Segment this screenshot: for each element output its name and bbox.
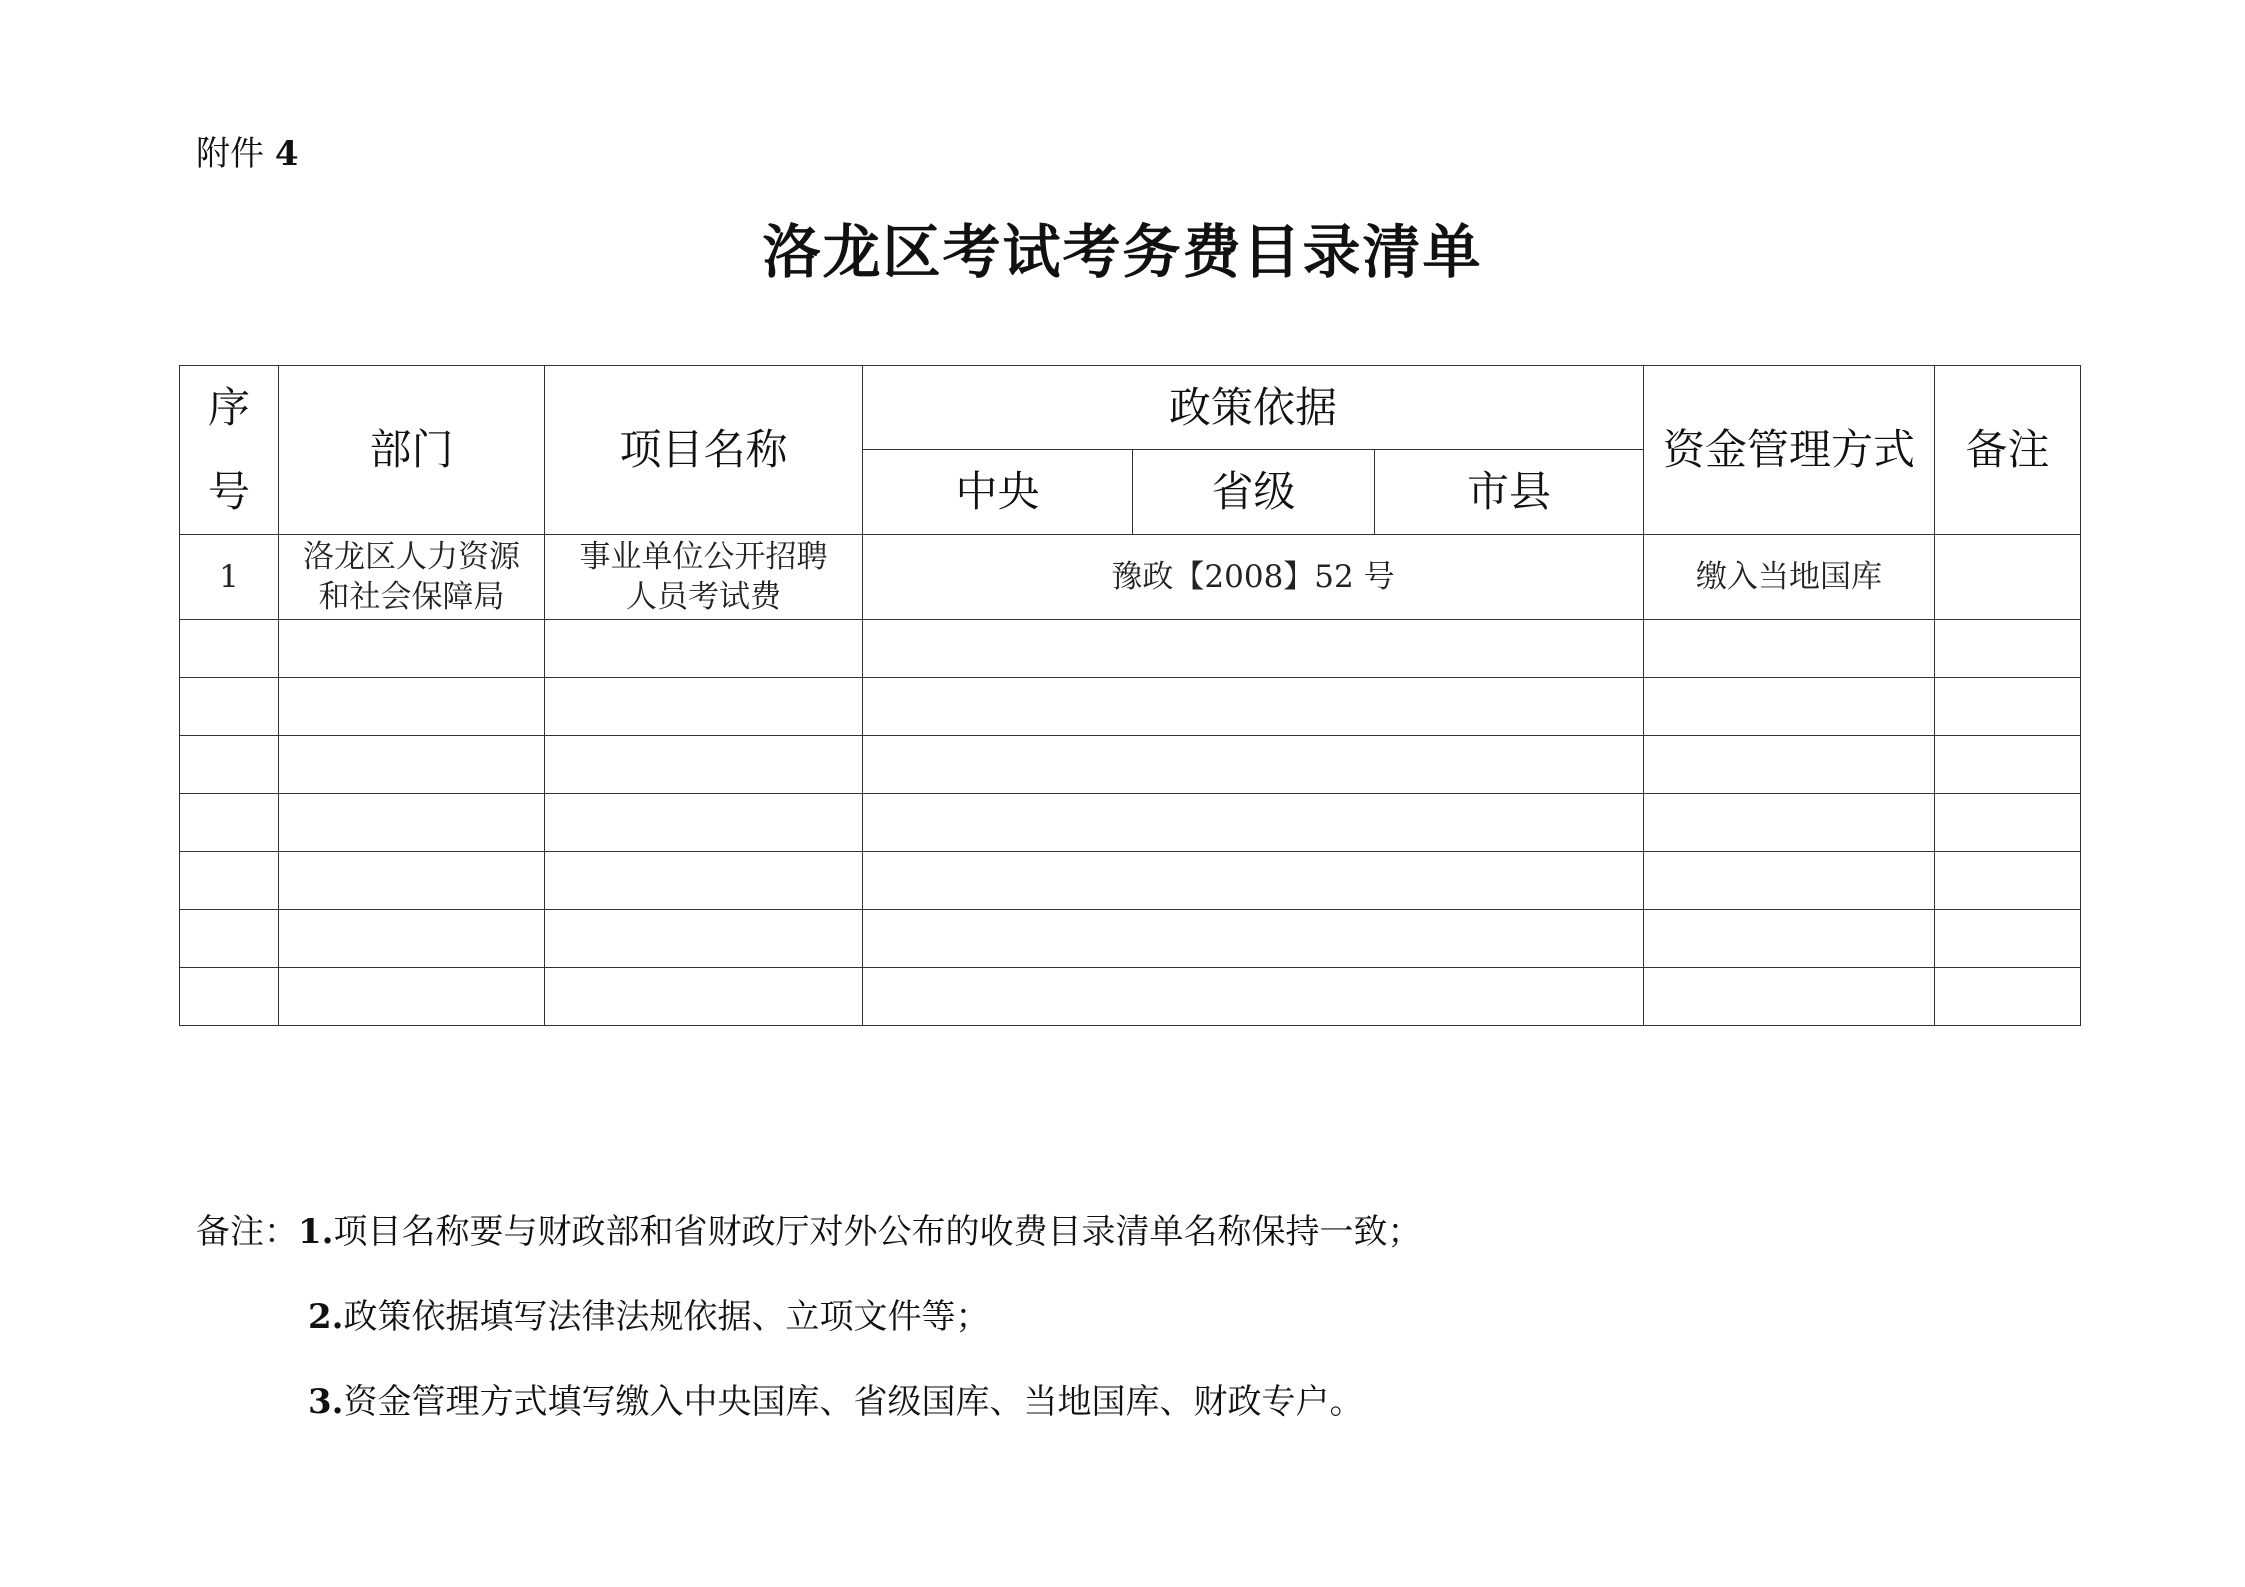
cell-item-name-text: 事业单位公开招聘人员考试费 xyxy=(579,539,828,615)
table-row xyxy=(180,910,2081,968)
table-row xyxy=(180,736,2081,794)
cell-item-name xyxy=(545,910,863,968)
note-number: 2. xyxy=(308,1297,344,1337)
cell-seq: 1 xyxy=(180,535,279,620)
table-row xyxy=(180,794,2081,852)
cell-department-text: 洛龙区人力资源和社会保障局 xyxy=(303,539,520,615)
note-number: 1. xyxy=(298,1212,334,1252)
cell-item-name xyxy=(545,535,863,620)
table-row xyxy=(180,620,2081,678)
cell-fund-management xyxy=(1644,736,1935,794)
column-header-fund-management: 资金管理方式 xyxy=(1644,366,1935,535)
cell-policy-basis xyxy=(863,794,1644,852)
column-header-seq-line1: 序 xyxy=(207,383,250,432)
cell-seq xyxy=(180,910,279,968)
note-text: 资金管理方式填写缴入中央国库、省级国库、当地国库、财政专户。 xyxy=(343,1382,1364,1422)
cell-item-name xyxy=(545,620,863,678)
attachment-number: 4 xyxy=(274,134,299,174)
cell-policy-basis xyxy=(863,620,1644,678)
notes-section xyxy=(196,1208,1422,1463)
page-title: 洛龙区考试考务费目录清单 xyxy=(762,218,1483,286)
fee-catalog-table xyxy=(179,365,2081,1026)
cell-fund-management xyxy=(1644,852,1935,910)
cell-remarks xyxy=(1935,736,2081,794)
column-header-policy-provincial: 省级 xyxy=(1133,450,1375,535)
note-number: 3. xyxy=(308,1382,344,1422)
cell-department xyxy=(279,535,545,620)
note-item xyxy=(196,1378,1422,1426)
cell-policy-basis xyxy=(863,968,1644,1026)
note-text: 项目名称要与财政部和省财政厅对外公布的收费目录清单名称保持一致； xyxy=(333,1212,1422,1252)
cell-policy-basis xyxy=(863,852,1644,910)
cell-fund-management xyxy=(1644,910,1935,968)
table-row xyxy=(180,852,2081,910)
cell-fund-management xyxy=(1644,968,1935,1026)
column-header-policy-central: 中央 xyxy=(863,450,1133,535)
cell-fund-management xyxy=(1644,678,1935,736)
note-item xyxy=(196,1208,1422,1256)
cell-department xyxy=(279,910,545,968)
cell-policy-basis: 豫政【2008】52 号 xyxy=(863,535,1644,620)
notes-label: 备注： xyxy=(196,1212,298,1252)
cell-item-name xyxy=(545,736,863,794)
attachment-label xyxy=(196,130,298,178)
column-header-remarks: 备注 xyxy=(1935,366,2081,535)
cell-policy-basis xyxy=(863,910,1644,968)
cell-remarks xyxy=(1935,620,2081,678)
table-row xyxy=(180,535,2081,620)
cell-remarks xyxy=(1935,535,2081,620)
cell-item-name xyxy=(545,968,863,1026)
cell-seq xyxy=(180,852,279,910)
column-header-policy-basis: 政策依据 xyxy=(863,366,1644,450)
column-header-department: 部门 xyxy=(279,366,545,535)
cell-seq xyxy=(180,678,279,736)
cell-seq xyxy=(180,620,279,678)
cell-department xyxy=(279,794,545,852)
cell-policy-basis xyxy=(863,736,1644,794)
cell-department xyxy=(279,968,545,1026)
table-row xyxy=(180,678,2081,736)
cell-seq xyxy=(180,794,279,852)
cell-department xyxy=(279,678,545,736)
table-row xyxy=(180,968,2081,1026)
cell-item-name xyxy=(545,678,863,736)
cell-remarks xyxy=(1935,968,2081,1026)
cell-department xyxy=(279,620,545,678)
cell-remarks xyxy=(1935,910,2081,968)
column-header-seq-line2: 号 xyxy=(207,467,250,516)
column-header-seq xyxy=(180,366,279,535)
column-header-item-name: 项目名称 xyxy=(545,366,863,535)
cell-fund-management xyxy=(1644,620,1935,678)
note-item xyxy=(196,1293,1422,1341)
cell-remarks xyxy=(1935,794,2081,852)
note-text: 政策依据填写法律法规依据、立项文件等； xyxy=(343,1297,990,1337)
cell-fund-management: 缴入当地国库 xyxy=(1644,535,1935,620)
cell-department xyxy=(279,852,545,910)
cell-policy-basis xyxy=(863,678,1644,736)
cell-department xyxy=(279,736,545,794)
attachment-label-text: 附件 xyxy=(196,134,264,174)
cell-seq xyxy=(180,968,279,1026)
cell-seq xyxy=(180,736,279,794)
column-header-policy-city-county: 市县 xyxy=(1375,450,1644,535)
cell-remarks xyxy=(1935,852,2081,910)
cell-item-name xyxy=(545,852,863,910)
cell-remarks xyxy=(1935,678,2081,736)
cell-fund-management xyxy=(1644,794,1935,852)
cell-item-name xyxy=(545,794,863,852)
